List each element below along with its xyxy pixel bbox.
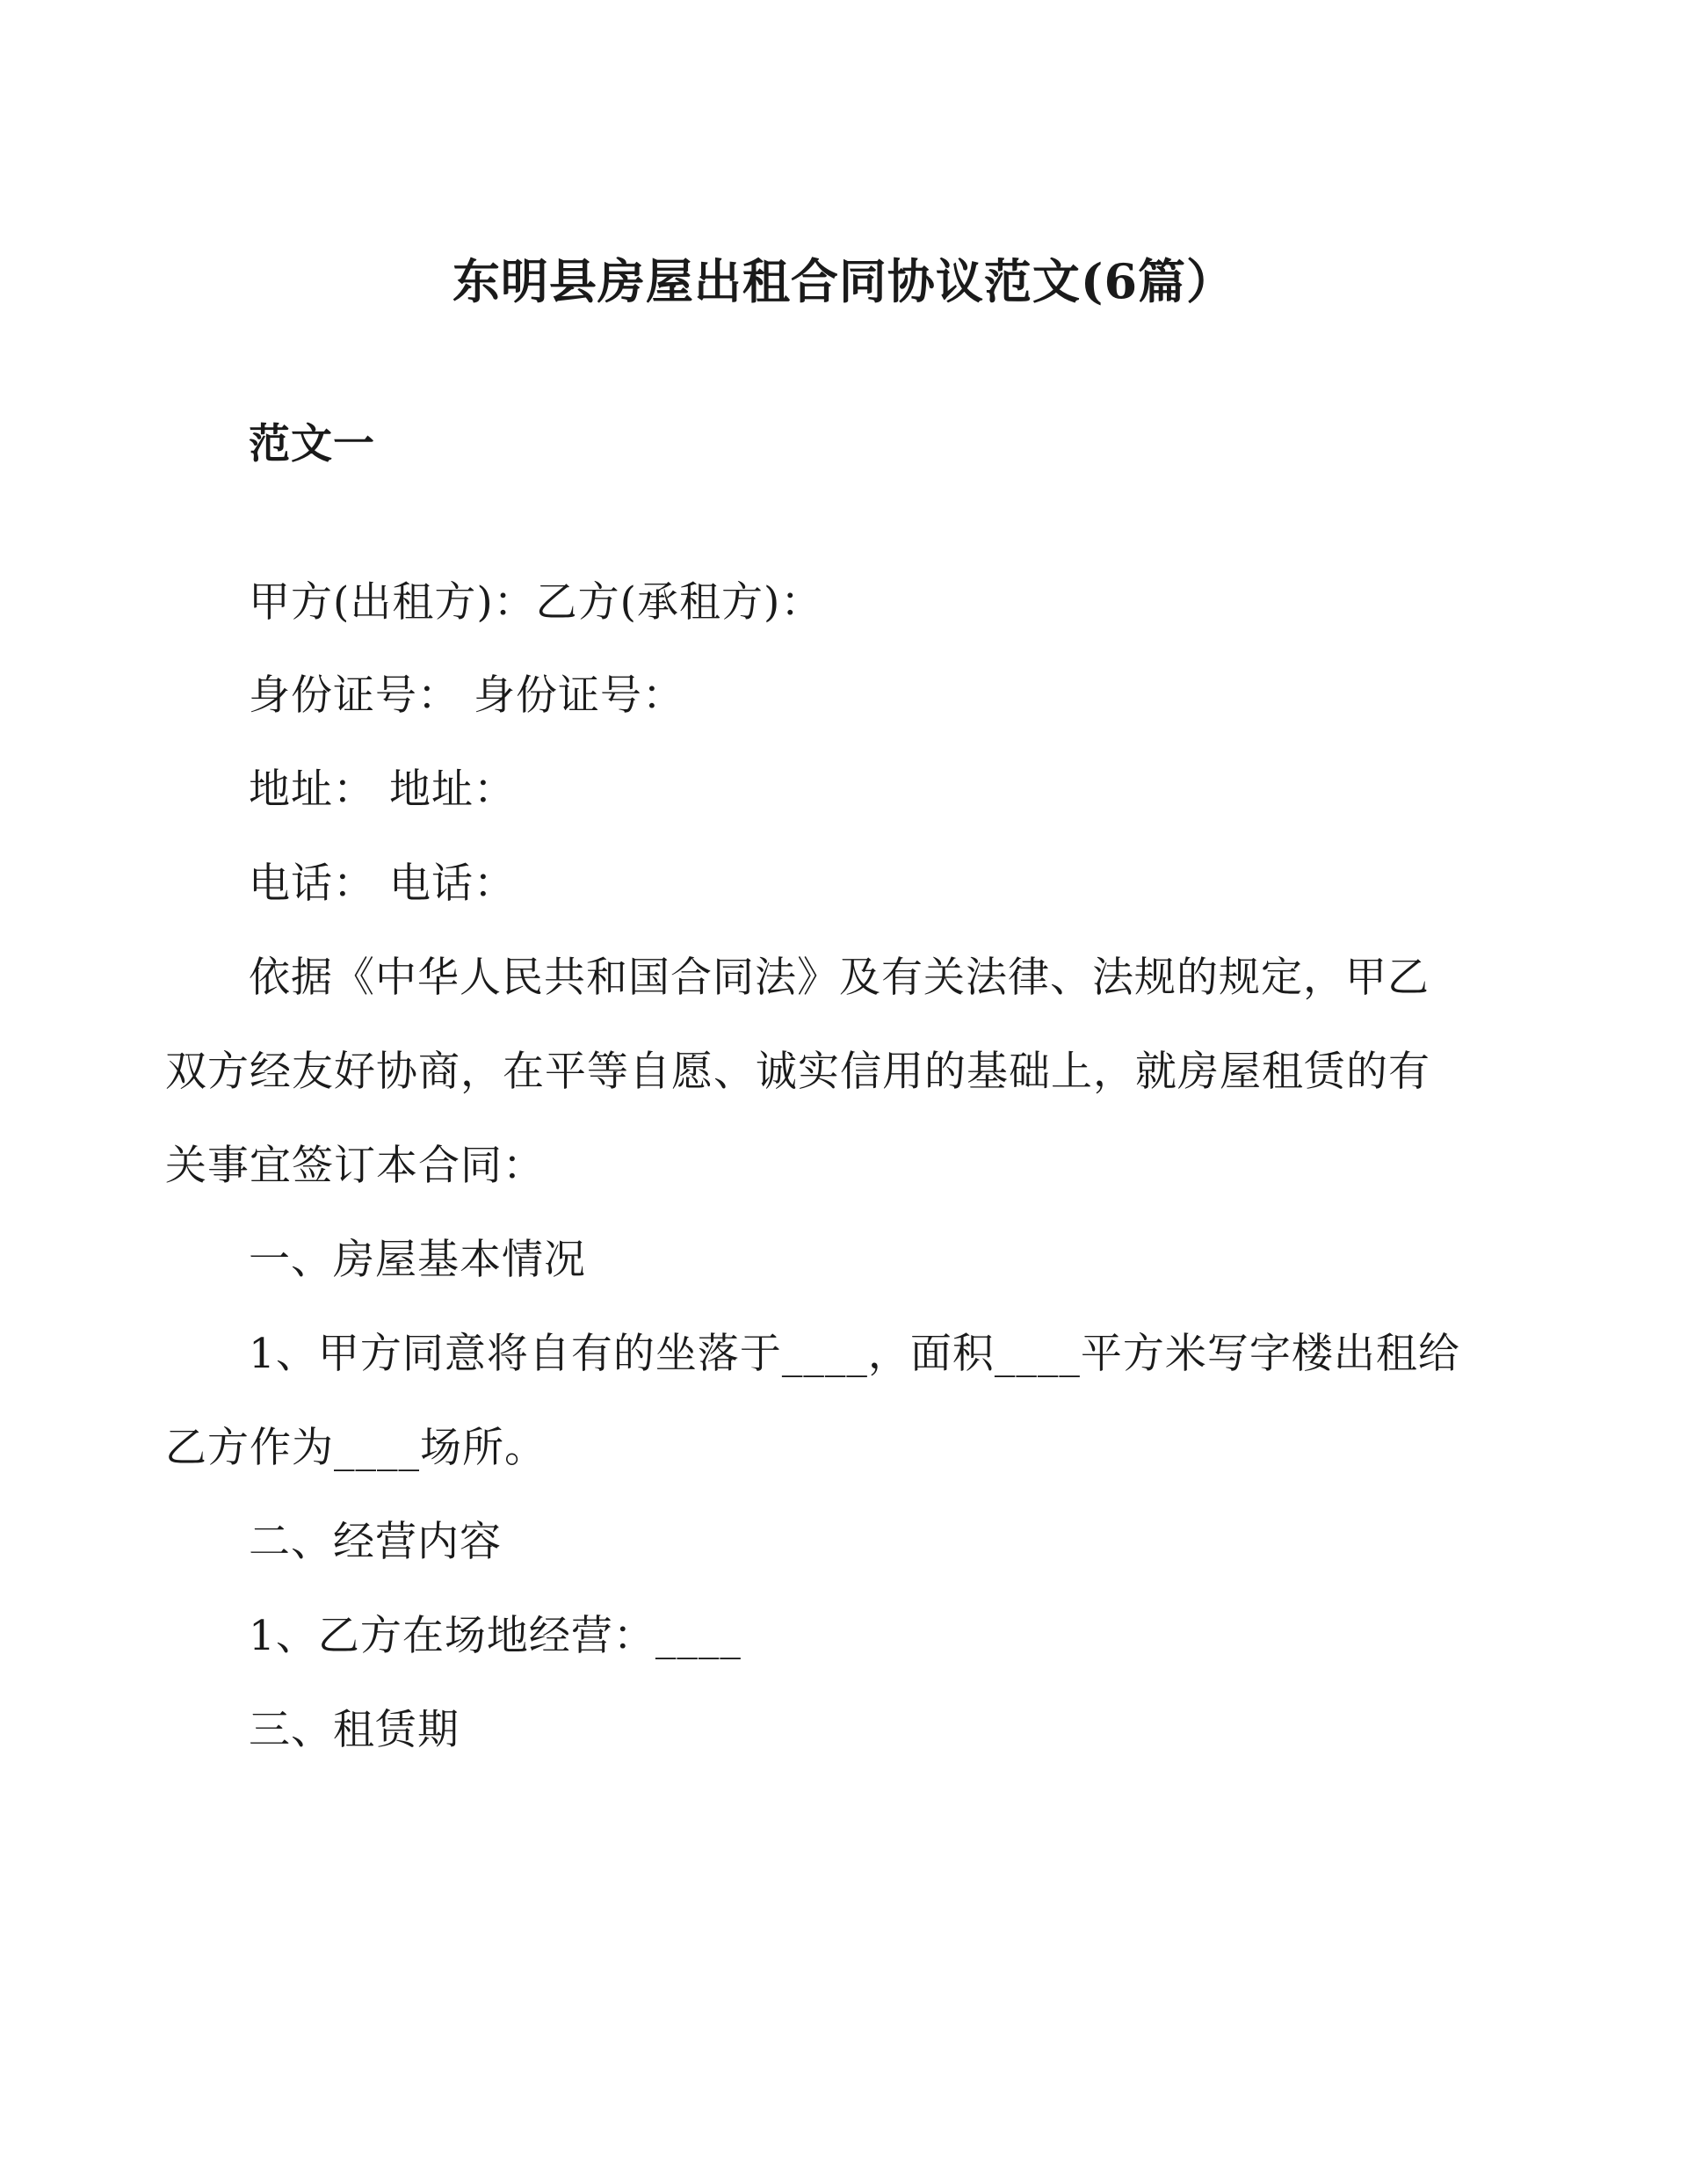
clause-2-1-line: 1、乙方在场地经营：____: [249, 1612, 742, 1660]
party-line: 甲方(出租方)：乙方(承租方)：: [249, 578, 823, 627]
clause-1-1-line-2: 乙方作为____场所。: [165, 1424, 547, 1472]
clause-1-1-line-1: 1、甲方同意将自有的坐落于____，面积____平方米写字楼出租给: [249, 1330, 1460, 1378]
section-heading: 范文一: [249, 420, 375, 468]
document-title: 东明县房屋出租合同协议范文(6篇）: [452, 253, 1235, 309]
clause-heading-3: 三、租赁期: [249, 1706, 460, 1754]
id-number-line: 身份证号： 身份证号：: [249, 671, 684, 720]
preamble-line-3: 关事宜签订本合同：: [165, 1142, 545, 1190]
phone-line: 电话： 电话：: [249, 860, 516, 908]
preamble-line-1: 依据《中华人民共和国合同法》及有关法律、法规的规定，甲乙: [249, 954, 1430, 1002]
address-line: 地址： 地址：: [249, 765, 516, 814]
clause-heading-1: 一、房屋基本情况: [249, 1236, 586, 1284]
clause-heading-2: 二、经营内容: [249, 1518, 502, 1566]
preamble-line-2: 双方经友好协商，在平等自愿、诚实信用的基础上，就房屋租赁的有: [165, 1048, 1430, 1096]
